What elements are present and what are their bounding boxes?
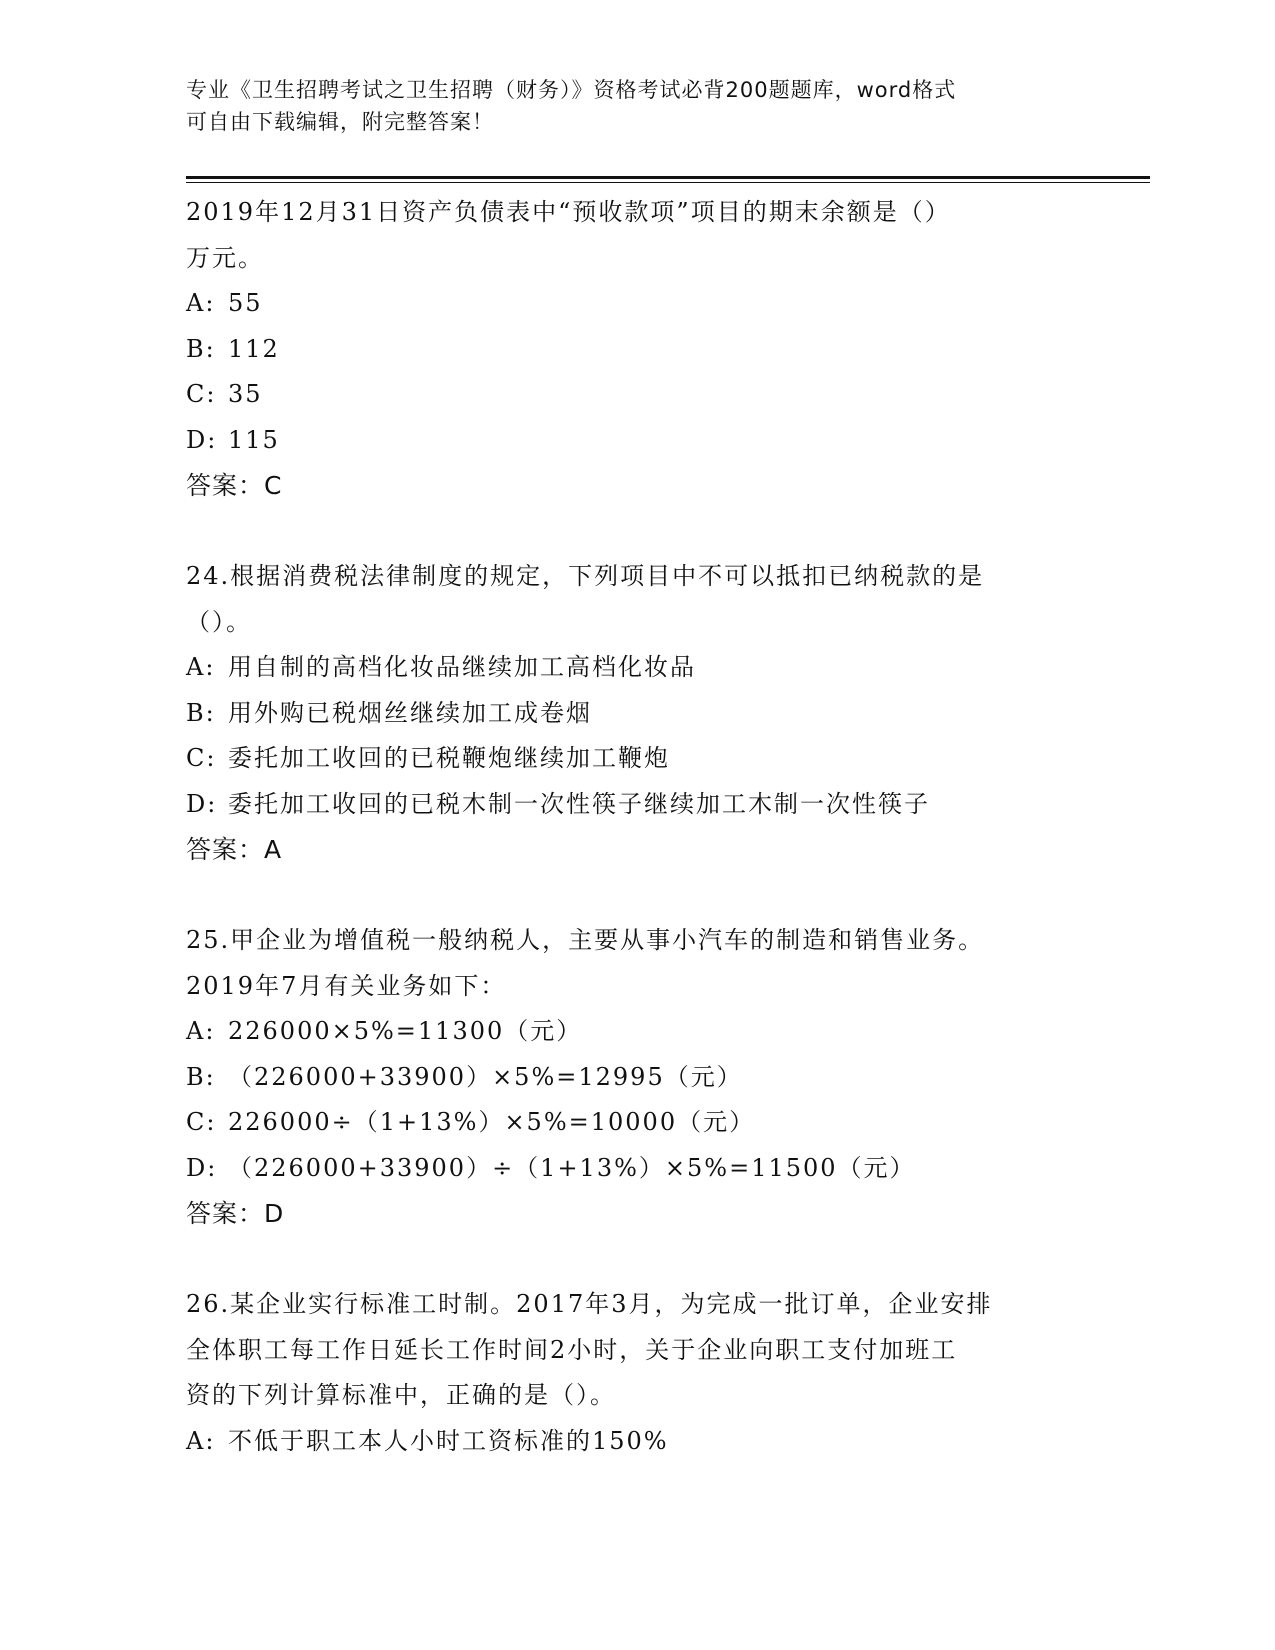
option-d (186, 782, 1086, 828)
option-b (186, 1055, 1086, 1101)
answer-line: 答案：C (186, 471, 283, 500)
option-text: 用自制的高档化妆品继续加工高档化妆品 (228, 653, 696, 681)
option-text: 115 (228, 425, 280, 454)
question-stem-line: 26.某企业实行标准工时制。2017年3月，为完成一批订单，企业安排 (186, 1290, 993, 1318)
question-stem-line: 2019年12月31日资产负债表中“预收款项”项目的期末余额是（） (186, 198, 951, 226)
option-key: D: (186, 789, 218, 818)
question-stem-line: 25.甲企业为增值税一般纳税人，主要从事小汽车的制造和销售业务。 (186, 926, 985, 954)
option-key: A: (186, 1426, 216, 1455)
option-c (186, 1100, 1086, 1146)
header-divider-thin (186, 182, 1150, 183)
question-block (186, 190, 1086, 509)
option-text: （226000+33900）×5%=12995（元） (228, 1062, 743, 1091)
option-key: B: (186, 334, 216, 363)
header-line-2: 可自由下载编辑，附完整答案！ (186, 110, 494, 134)
spacer (186, 1237, 1086, 1283)
option-key: D: (186, 1153, 218, 1182)
header-divider-thick (186, 176, 1150, 179)
header-line-1: 专业《卫生招聘考试之卫生招聘（财务）》资格考试必背200题题库，word格式 (186, 78, 957, 102)
option-text: 用外购已税烟丝继续加工成卷烟 (228, 698, 592, 727)
option-c (186, 372, 1086, 418)
spacer (186, 873, 1086, 919)
option-d (186, 418, 1086, 464)
option-a (186, 1419, 1086, 1465)
document-header (186, 74, 1066, 138)
question-stem-line: 全体职工每工作日延长工作时间2小时，关于企业向职工支付加班工 (186, 1335, 958, 1364)
answer-line: 答案：A (186, 835, 283, 864)
option-text: （226000+33900）÷（1+13%）×5%=11500（元） (228, 1153, 916, 1182)
option-key: D: (186, 425, 218, 454)
option-text: 112 (228, 334, 280, 363)
question-stem-line: （）。 (186, 607, 252, 636)
question-block (186, 918, 1086, 1237)
option-text: 226000×5%=11300（元） (228, 1017, 583, 1045)
question-block (186, 554, 1086, 873)
option-b (186, 327, 1086, 373)
option-text: 35 (228, 380, 263, 408)
spacer (186, 509, 1086, 555)
option-key: B: (186, 1062, 216, 1091)
option-key: C: (186, 1108, 217, 1136)
question-block (186, 1282, 1086, 1464)
option-key: B: (186, 698, 216, 727)
option-text: 委托加工收回的已税木制一次性筷子继续加工木制一次性筷子 (228, 789, 930, 818)
question-stem-line: 万元。 (186, 243, 264, 272)
option-key: A: (186, 653, 216, 681)
option-b (186, 691, 1086, 737)
question-list (186, 190, 1086, 1464)
option-c (186, 736, 1086, 782)
option-key: A: (186, 289, 216, 317)
option-text: 226000÷（1+13%）×5%=10000（元） (228, 1108, 756, 1136)
question-stem-line: 24.根据消费税法律制度的规定，下列项目中不可以抵扣已纳税款的是 (186, 562, 985, 590)
question-stem-line: 2019年7月有关业务如下： (186, 971, 507, 1000)
option-a (186, 1009, 1086, 1055)
option-key: C: (186, 744, 217, 772)
option-text: 55 (228, 289, 263, 317)
option-text: 委托加工收回的已税鞭炮继续加工鞭炮 (228, 744, 670, 772)
question-stem-line: 资的下列计算标准中，正确的是（）。 (186, 1381, 616, 1409)
option-text: 不低于职工本人小时工资标准的150% (228, 1426, 669, 1455)
option-a (186, 645, 1086, 691)
option-key: A: (186, 1017, 216, 1045)
option-d (186, 1146, 1086, 1192)
option-key: C: (186, 380, 217, 408)
option-a (186, 281, 1086, 327)
answer-line: 答案：D (186, 1199, 285, 1228)
